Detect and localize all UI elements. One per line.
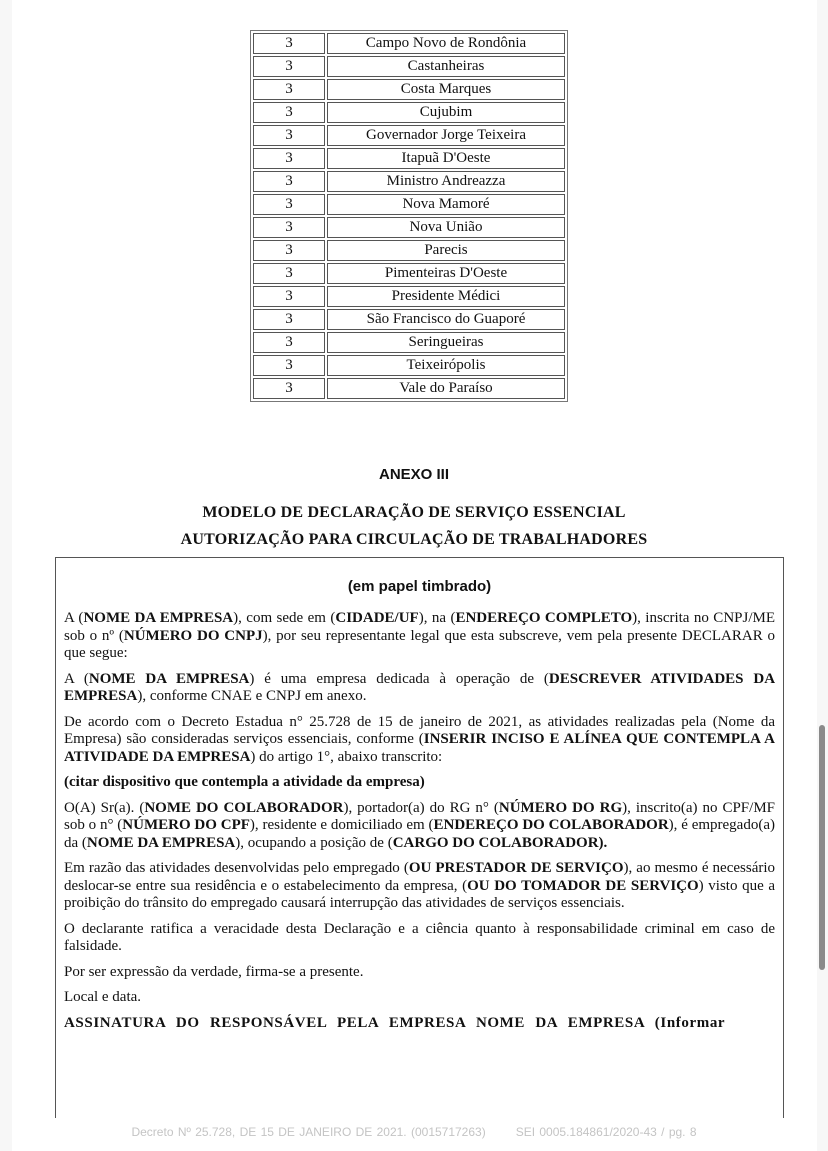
placeholder-field: CIDADE/UF <box>335 610 419 626</box>
table-row <box>253 171 565 192</box>
paragraph-text: ), com sede em ( <box>233 610 336 626</box>
declaration-paragraph <box>64 800 775 853</box>
table-row <box>253 240 565 261</box>
table-row <box>253 355 565 376</box>
paragraph-text: ), residente e domiciliado em ( <box>249 817 434 833</box>
region-number-cell: 3 <box>253 33 325 54</box>
paragraph-text: A ( <box>64 610 84 626</box>
municipality-name-cell: Presidente Médici <box>327 286 565 307</box>
region-number-cell: 3 <box>253 286 325 307</box>
municipality-table <box>250 30 568 402</box>
declaration-heading: MODELO DE DECLARAÇÃO DE SERVIÇO ESSENCIAL <box>202 504 626 521</box>
placeholder-field: NOME DA EMPRESA <box>88 670 250 687</box>
municipality-name-cell: Castanheiras <box>327 56 565 77</box>
paragraph-text: ), inscrito(a) no CPF/MF sob o n° ( <box>64 799 775 833</box>
placeholder-field: NOME DA EMPRESA <box>83 610 234 626</box>
placeholder-field: NÚMERO DO CPF <box>122 817 250 833</box>
declaration-paragraph <box>64 860 775 913</box>
placeholder-field: CARGO DO COLABORADOR). <box>392 834 608 851</box>
municipality-name-cell: Ministro Andreazza <box>327 171 565 192</box>
letterhead-note: (em papel timbrado) <box>347 578 492 595</box>
table-row <box>253 263 565 284</box>
municipality-name-cell: Parecis <box>327 240 565 261</box>
footer-decree: Decreto Nº 25.728, DE 15 DE JANEIRO DE 2021. (0015717263) <box>131 1125 486 1139</box>
region-number-cell: 3 <box>253 171 325 192</box>
municipality-name-cell: Governador Jorge Teixeira <box>327 125 565 146</box>
declaration-paragraph <box>64 671 775 706</box>
municipality-name-cell: Pimenteiras D'Oeste <box>327 263 565 284</box>
municipality-name-cell: Nova Mamoré <box>327 194 565 215</box>
placeholder-field: NOME DO COLABORADOR <box>144 799 344 816</box>
table-row <box>253 217 565 238</box>
placeholder-field: OU PRESTADOR DE SERVIÇO <box>408 860 624 876</box>
paragraph-text: ), portador(a) do RG n° ( <box>343 799 499 816</box>
paragraph-text: ), inscrita no CNPJ/ME sob o nº ( <box>64 610 775 644</box>
declaration-model-box <box>55 557 784 1118</box>
placeholder-field: NÚMERO DO CNPJ <box>123 627 263 644</box>
municipality-name-cell: Teixeirópolis <box>327 355 565 376</box>
page-footer <box>0 1125 828 1139</box>
municipality-table-body <box>253 33 565 399</box>
region-number-cell: 3 <box>253 240 325 261</box>
municipality-name-cell: Vale do Paraíso <box>327 378 565 399</box>
region-number-cell: 3 <box>253 263 325 284</box>
region-number-cell: 3 <box>253 194 325 215</box>
region-number-cell: 3 <box>253 125 325 146</box>
placeholder-field: NOME DA EMPRESA <box>86 834 236 851</box>
municipality-name-cell: Nova União <box>327 217 565 238</box>
declaration-paragraph <box>64 610 775 663</box>
table-row <box>253 125 565 146</box>
authorization-heading: AUTORIZAÇÃO PARA CIRCULAÇÃO DE TRABALHADORES <box>180 531 648 548</box>
paragraph-text: ), é empregado(a) da ( <box>64 817 775 851</box>
annex-title: ANEXO III <box>378 466 449 483</box>
placeholder-field: ENDEREÇO COMPLETO <box>455 610 633 626</box>
paragraph-text: A ( <box>64 670 89 687</box>
table-row <box>253 378 565 399</box>
vertical-scrollbar[interactable] <box>819 725 825 970</box>
paragraph-text: O(A) Sr(a). ( <box>64 799 145 816</box>
table-row <box>253 332 565 353</box>
declaration-paragraph <box>64 964 775 982</box>
footer-sei-page: SEI 0005.184861/2020-43 / pg. 8 <box>515 1125 697 1139</box>
paragraph-text: ) do artigo 1°, abaixo transcrito: <box>250 748 443 765</box>
paragraph-text: ), conforme CNAE e CNPJ em anexo. <box>137 688 367 704</box>
table-row <box>253 286 565 307</box>
municipality-name-cell: São Francisco do Guaporé <box>327 309 565 330</box>
table-row <box>253 102 565 123</box>
region-number-cell: 3 <box>253 102 325 123</box>
declaration-paragraph <box>64 1015 775 1033</box>
region-number-cell: 3 <box>253 148 325 169</box>
paragraph-text: Local e data. <box>64 989 142 1005</box>
region-number-cell: 3 <box>253 79 325 100</box>
table-row <box>253 79 565 100</box>
region-number-cell: 3 <box>253 217 325 238</box>
declaration-paragraph <box>64 774 775 792</box>
paragraph-text: Por ser expressão da verdade, firma-se a presente. <box>64 963 364 980</box>
declaration-paragraph <box>64 714 775 767</box>
declaration-paragraph <box>64 989 775 1007</box>
placeholder-field: ASSINATURA DO RESPONSÁVEL PELA EMPRESA NOME DA EMPRESA (Informar <box>64 1014 726 1031</box>
region-number-cell: 3 <box>253 378 325 399</box>
municipality-name-cell: Costa Marques <box>327 79 565 100</box>
placeholder-field: NÚMERO DO RG <box>498 799 623 816</box>
municipality-name-cell: Campo Novo de Rondônia <box>327 33 565 54</box>
declaration-paragraph <box>64 921 775 956</box>
municipality-name-cell: Itapuã D'Oeste <box>327 148 565 169</box>
paragraph-text: Em razão das atividades desenvolvidas pelo empregado ( <box>64 860 409 876</box>
table-row <box>253 148 565 169</box>
table-row <box>253 309 565 330</box>
table-row <box>253 56 565 77</box>
paragraph-text: O declarante ratifica a veracidade desta Declaração e a ciência quanto à responsabilidade criminal em caso de falsidade. <box>64 920 775 954</box>
region-number-cell: 3 <box>253 309 325 330</box>
paragraph-text: ) visto que a proibição do trânsito do empregado causará interrupção das atividades de serviços essenciais. <box>64 877 775 911</box>
region-number-cell: 3 <box>253 56 325 77</box>
region-number-cell: 3 <box>253 355 325 376</box>
region-number-cell: 3 <box>253 332 325 353</box>
paragraph-text: ), na ( <box>418 610 456 626</box>
paragraph-text: ) é uma empresa dedicada à operação de ( <box>249 670 549 687</box>
placeholder-field: ENDEREÇO DO COLABORADOR <box>433 817 669 833</box>
paragraph-text: ), ao mesmo é necessário deslocar-se entre sua residência e o estabelecimento da empresa, ( <box>64 860 776 894</box>
municipality-name-cell: Cujubim <box>327 102 565 123</box>
table-row <box>253 194 565 215</box>
placeholder-field: (citar dispositivo que contempla a atividade da empresa) <box>64 774 425 790</box>
paragraph-text: ), por seu representante legal que esta subscreve, vem pela presente DECLARAR o que segue: <box>64 627 776 661</box>
placeholder-field: INSERIR INCISO E ALÍNEA QUE CONTEMPLA A ATIVIDADE DA EMPRESA <box>64 731 775 765</box>
placeholder-field: OU DO TOMADOR DE SERVIÇO <box>467 877 699 894</box>
municipality-name-cell: Seringueiras <box>327 332 565 353</box>
table-row <box>253 33 565 54</box>
paragraph-text: De acordo com o Decreto Estadua n° 25.728 de 15 de janeiro de 2021, as atividades realizadas pela (Nome da Empresa) são consideradas serviços essenciais, conforme ( <box>64 713 775 747</box>
declaration-body <box>64 610 775 1032</box>
paragraph-text: ), ocupando a posição de ( <box>235 834 393 851</box>
placeholder-field: DESCREVER ATIVIDADES DA EMPRESA <box>64 670 776 704</box>
